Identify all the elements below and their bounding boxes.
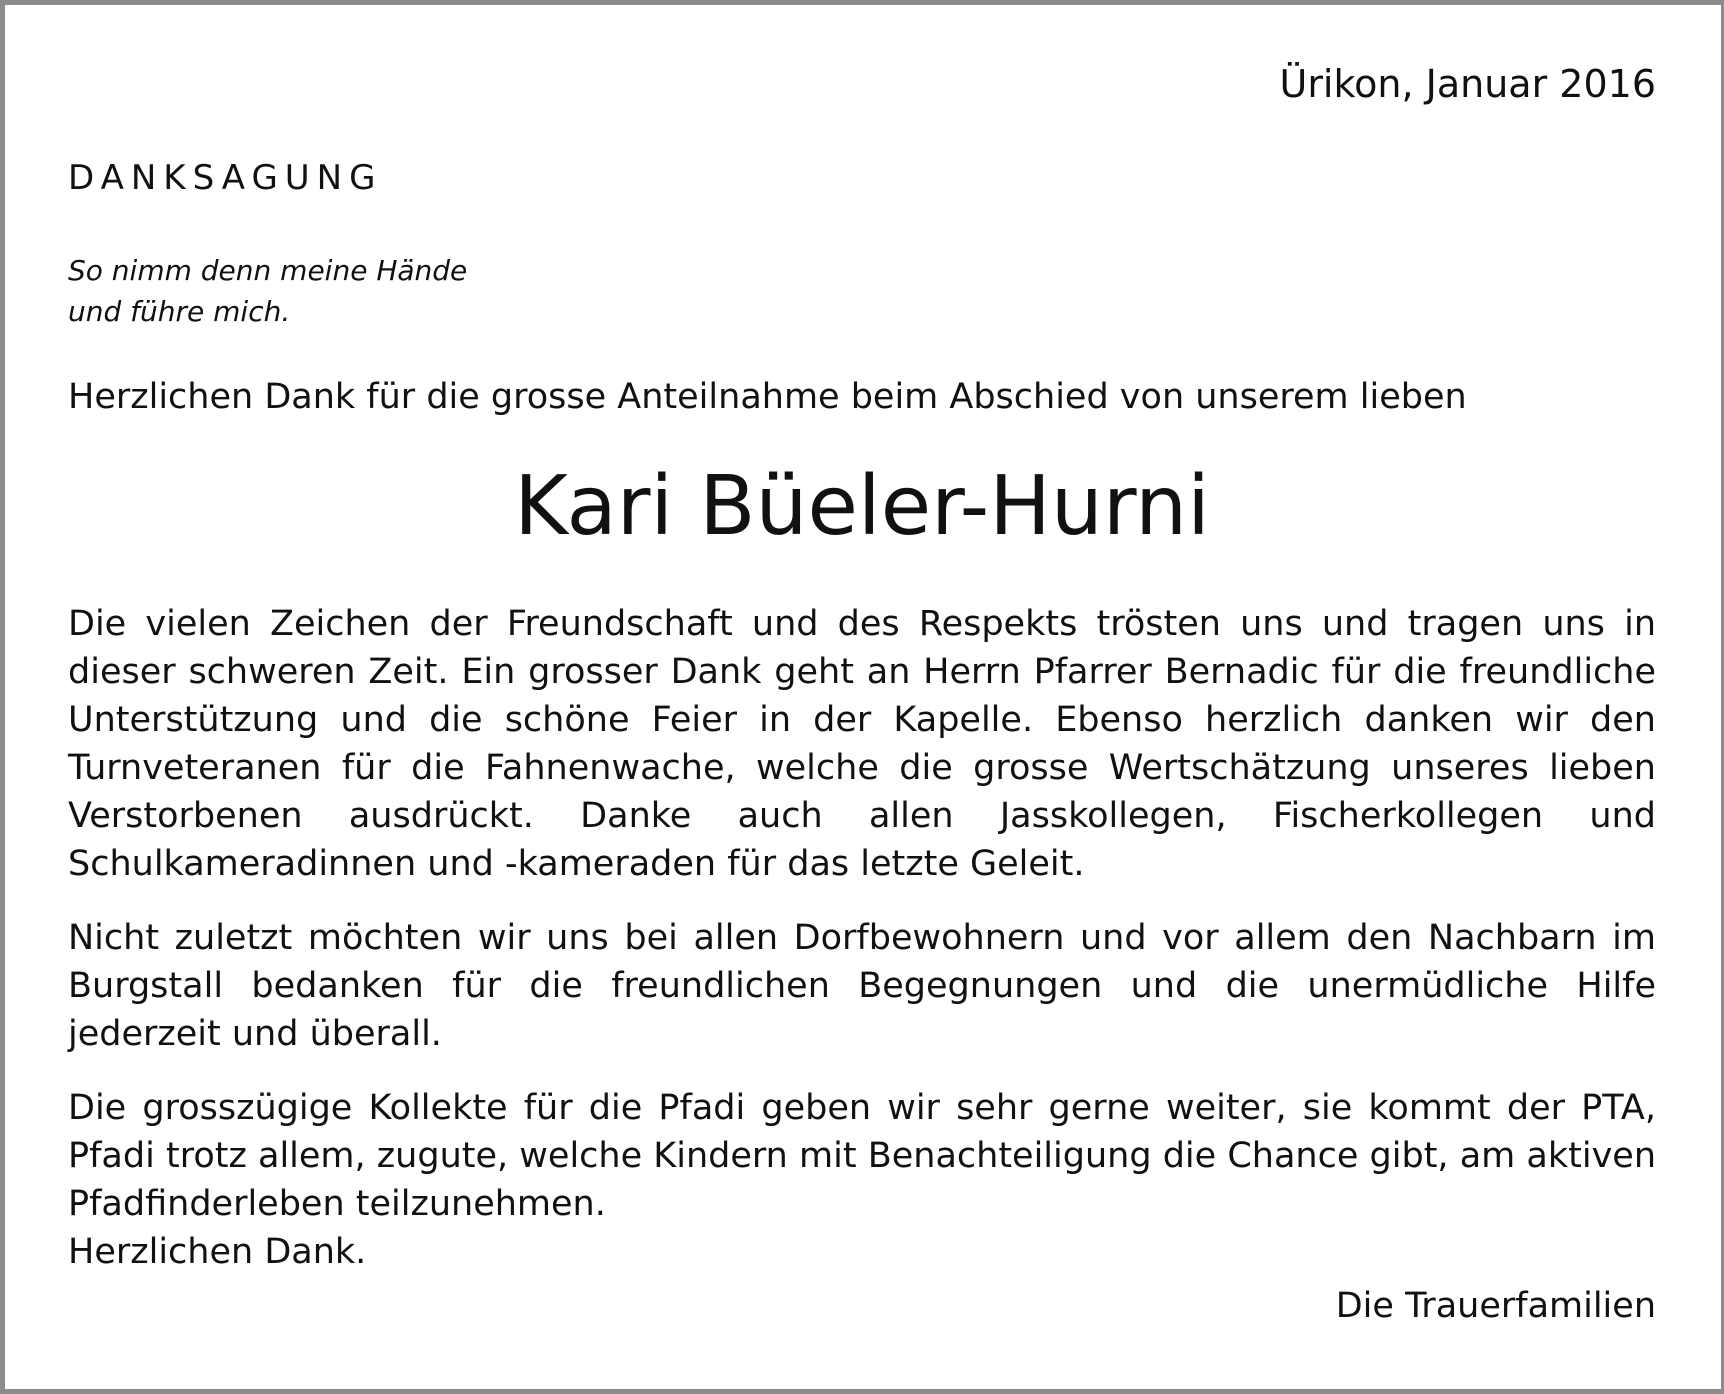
notice-heading: DANKSAGUNG	[68, 158, 383, 198]
motto-line: So nimm denn meine Hände	[68, 254, 468, 287]
deceased-name: Kari Büeler-Hurni	[514, 459, 1210, 554]
place-date: Ürikon, Januar 2016	[1279, 62, 1656, 106]
thanks-paragraph: Die vielen Zeichen der Freundschaft und des Respekts trösten uns und tragen uns in dieser schweren Zeit. Ein grosser Dank geht an Herrn Pfarrer Bernadic für die freundliche Unterstützung und die schöne Feier in der Kapelle. Ebenso herzlich danken wir den Turnveteranen für die Fahnenwache, welche die grosse Wertschätzung unseres lieben Verstorbenen ausdrückt. Danke auch allen Jasskollegen, Fischerkollegen und Schulkameradinnen und -kameraden für das letzte Geleit.	[68, 604, 1656, 884]
collection-text: Die grosszügige Kollekte für die Pfadi geben wir sehr gerne weiter, sie kommt der PTA, Pfadi trotz allem, zugute, welche Kindern mit Benachteiligung die Chance gibt, am aktiven Pfadfinderleben teilzunehmen.	[68, 1088, 1656, 1224]
motto-line: und führe mich.	[68, 295, 291, 328]
thanks-paragraph: Nicht zuletzt möchten wir uns bei allen Dorfbewohnern und vor allem den Nachbarn im Burgstall bedanken für die freundlichen Begegnungen und die unermüdliche Hilfe jederzeit und überall.	[68, 918, 1656, 1054]
motto-quote	[68, 250, 467, 332]
intro-text: Herzlichen Dank für die grosse Anteilnahme beim Abschied von unserem lieben	[68, 377, 1467, 417]
notice-body	[68, 600, 1656, 1302]
closing-line: Herzlichen Dank.	[68, 1232, 367, 1272]
signature: Die Trauerfamilien	[1335, 1286, 1656, 1326]
collection-paragraph	[68, 1084, 1656, 1276]
